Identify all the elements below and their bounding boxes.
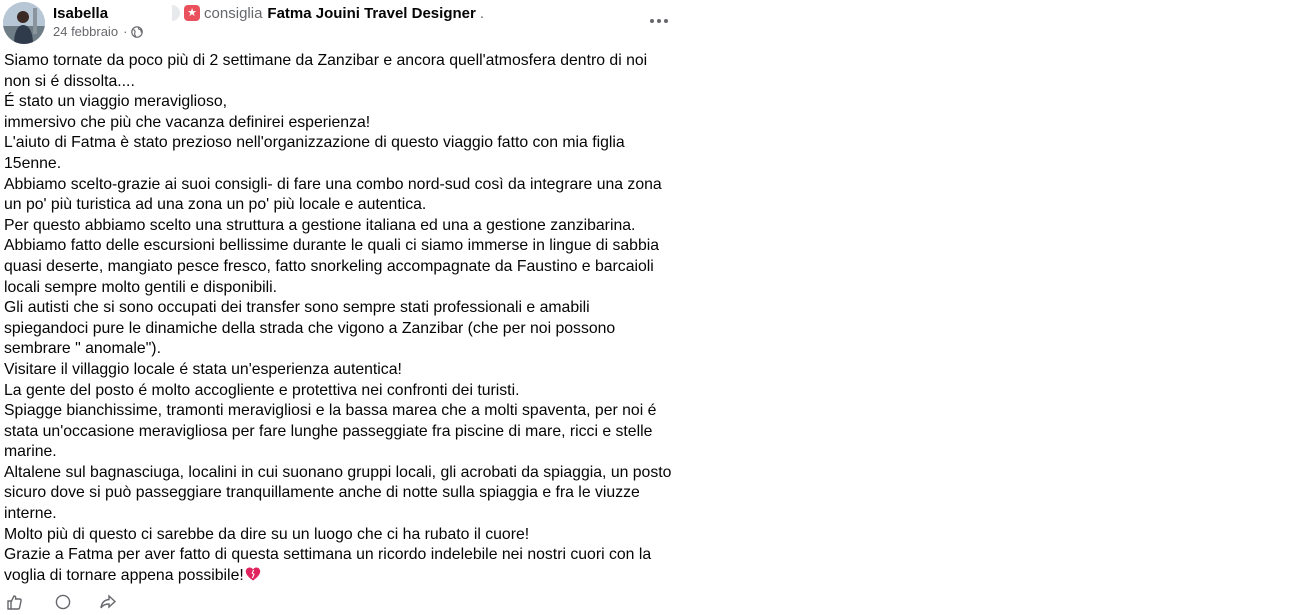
post-body-line: Abbiamo fatto delle escursioni bellissime durante le quali ci siamo immerse in lingue di sabbia <box>4 237 660 255</box>
comment-icon[interactable] <box>55 594 71 610</box>
meta-separator: · <box>123 24 128 39</box>
post-body-line: Visitare il villaggio locale é stata un'esperienza autentica! <box>4 360 402 378</box>
post-body-line: Altalene sul bagnasciuga, localini in cui suonano gruppi locali, gli acrobati da spiaggia, un posto <box>4 463 672 481</box>
avatar[interactable] <box>3 2 45 44</box>
post-body-line: interne. <box>4 505 57 523</box>
action-bar <box>0 590 140 604</box>
heart-emoji <box>245 566 261 582</box>
post-date[interactable]: 24 febbraio <box>53 24 119 39</box>
author-name[interactable]: Isabella <box>53 4 109 22</box>
avatar-photo <box>3 2 45 44</box>
post-meta <box>53 24 143 39</box>
like-icon[interactable] <box>6 594 22 610</box>
recommend-star-icon: ★ <box>184 5 200 21</box>
globe-icon[interactable] <box>131 26 143 38</box>
recommended-page-name[interactable]: Fatma Jouini Travel Designer <box>267 4 476 22</box>
post-body-line: stata un'occasione meravigliosa per fare lunghe passeggiate fra piscine di mare, ricci e stelle <box>4 422 653 440</box>
post-body-line: un po' più turistica ad una zona un po' più locale e autentica. <box>4 196 427 214</box>
post-body-line: sembrare " anomale"). <box>4 340 161 358</box>
post-body-line: voglia di tornare appena possibile! <box>4 566 680 587</box>
post-body-line: sicuro dove si può passeggiare tranquillamente anche di notte sulla spiaggia e fra le viuzze <box>4 484 640 502</box>
post-body-line: spiegandoci pure le dinamiche della strada che vigono a Zanzibar (che per noi possono <box>4 319 616 337</box>
post-body-line: locali sempre molto gentili e disponibili. <box>4 278 278 296</box>
post-body-line: Siamo tornate da poco più di 2 settimane da Zanzibar e ancora quell'atmosfera dentro di noi <box>4 52 648 69</box>
post-body-line: quasi deserte, mangiato pesce fresco, fatto snorkeling accompagnate da Faustino e barcaioli <box>4 257 654 275</box>
post-body-line: Spiagge bianchissime, tramonti meravigliosi e la bassa marea che a molti spaventa, per noi é <box>4 402 657 420</box>
post-body-line: marine. <box>4 443 57 461</box>
post-body-line: non si é dissolta.... <box>4 72 135 90</box>
post-body-line: La gente del posto é molto accogliente e protettiva nei confronti dei turisti. <box>4 381 520 399</box>
post-body-line: Gli autisti che si sono occupati dei transfer sono sempre stati professionali e amabili <box>4 299 590 317</box>
share-icon[interactable] <box>100 594 116 610</box>
more-options-icon[interactable] <box>643 8 675 34</box>
recommend-verb: consiglia <box>204 4 263 22</box>
post-body-line: Per questo abbiamo scelto una struttura a gestione italiana ed una a gestione zanzibarina. <box>4 216 636 234</box>
post-body-line: 15enne. <box>4 154 62 172</box>
post-body-line: L'aiuto di Fatma è stato prezioso nell'organizzazione di questo viaggio fatto con mia figlia <box>4 134 625 152</box>
post-header <box>53 3 484 23</box>
post-body-line: É stato un viaggio meraviglioso, <box>4 93 228 111</box>
post-body-line: Molto più di questo ci sarebbe da dire su un luogo che ci ha rubato il cuore! <box>4 525 530 543</box>
recommend-separator <box>172 5 180 21</box>
post-body-line: Abbiamo scelto-grazie ai suoi consigli- di fare una combo nord-sud così da integrare una zona <box>4 175 662 193</box>
post-body <box>4 51 680 586</box>
post-body-line: Grazie a Fatma per aver fatto di questa settimana un ricordo indelebile nei nostri cuori con la <box>4 546 652 564</box>
header-trailing-dot: . <box>479 4 484 22</box>
post-body-line: immersivo che più che vacanza definirei esperienza! <box>4 113 371 131</box>
